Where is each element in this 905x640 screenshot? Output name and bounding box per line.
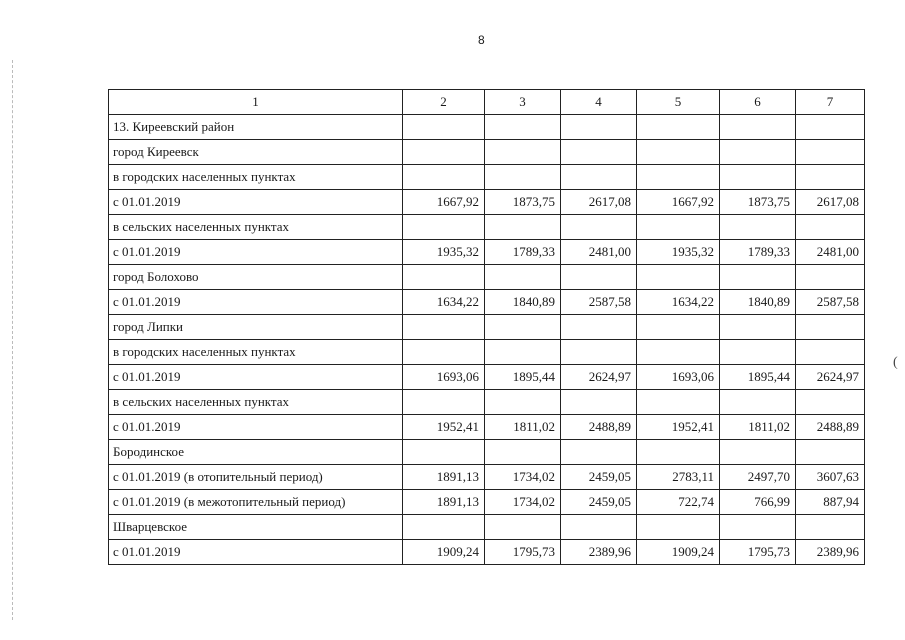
value-cell: 1873,75 <box>720 190 796 215</box>
value-cell: 722,74 <box>637 490 720 515</box>
table-row <box>109 265 865 290</box>
table-row <box>109 240 865 265</box>
value-cell: 2389,96 <box>561 540 637 565</box>
value-cell <box>637 215 720 240</box>
value-cell: 2617,08 <box>561 190 637 215</box>
value-cell <box>485 140 561 165</box>
row-label: в сельских населенных пунктах <box>109 390 403 415</box>
value-cell <box>720 315 796 340</box>
table-row <box>109 140 865 165</box>
value-cell <box>485 215 561 240</box>
row-label: с 01.01.2019 (в отопительный период) <box>109 465 403 490</box>
header-cell: 4 <box>561 90 637 115</box>
value-cell: 2617,08 <box>796 190 865 215</box>
value-cell <box>403 140 485 165</box>
table-row <box>109 515 865 540</box>
value-cell <box>796 140 865 165</box>
value-cell <box>485 440 561 465</box>
value-cell <box>720 440 796 465</box>
value-cell <box>637 265 720 290</box>
table-row <box>109 340 865 365</box>
value-cell <box>720 265 796 290</box>
value-cell: 2459,05 <box>561 490 637 515</box>
value-cell: 1734,02 <box>485 490 561 515</box>
value-cell: 887,94 <box>796 490 865 515</box>
value-cell <box>720 340 796 365</box>
value-cell: 1952,41 <box>637 415 720 440</box>
value-cell: 1873,75 <box>485 190 561 215</box>
table-row <box>109 290 865 315</box>
value-cell <box>561 315 637 340</box>
scan-margin-marks <box>12 60 15 620</box>
page-number: 8 <box>478 33 485 47</box>
value-cell <box>403 115 485 140</box>
table-row <box>109 190 865 215</box>
value-cell: 1909,24 <box>637 540 720 565</box>
value-cell: 1693,06 <box>637 365 720 390</box>
header-cell: 3 <box>485 90 561 115</box>
value-cell <box>403 215 485 240</box>
value-cell: 1811,02 <box>485 415 561 440</box>
value-cell <box>561 390 637 415</box>
tariff-table-body <box>109 90 865 565</box>
value-cell: 2624,97 <box>561 365 637 390</box>
row-label: город Липки <box>109 315 403 340</box>
value-cell <box>561 265 637 290</box>
value-cell: 1693,06 <box>403 365 485 390</box>
value-cell: 1734,02 <box>485 465 561 490</box>
value-cell <box>403 265 485 290</box>
value-cell: 2481,00 <box>796 240 865 265</box>
value-cell <box>637 340 720 365</box>
value-cell <box>561 440 637 465</box>
value-cell: 1891,13 <box>403 490 485 515</box>
value-cell <box>720 215 796 240</box>
value-cell: 3607,63 <box>796 465 865 490</box>
row-label: Шварцевское <box>109 515 403 540</box>
header-cell: 1 <box>109 90 403 115</box>
row-label: 13. Киреевский район <box>109 115 403 140</box>
row-label: в городских населенных пунктах <box>109 340 403 365</box>
header-cell: 7 <box>796 90 865 115</box>
row-label: Бородинское <box>109 440 403 465</box>
value-cell <box>637 315 720 340</box>
value-cell: 2488,89 <box>796 415 865 440</box>
value-cell <box>403 165 485 190</box>
value-cell <box>561 140 637 165</box>
value-cell <box>796 165 865 190</box>
value-cell <box>720 115 796 140</box>
value-cell <box>637 165 720 190</box>
value-cell <box>485 315 561 340</box>
value-cell <box>720 140 796 165</box>
value-cell: 1935,32 <box>403 240 485 265</box>
row-label: в городских населенных пунктах <box>109 165 403 190</box>
value-cell <box>561 165 637 190</box>
tariff-table <box>108 89 865 565</box>
table-row <box>109 165 865 190</box>
value-cell: 1891,13 <box>403 465 485 490</box>
value-cell <box>796 265 865 290</box>
table-header-row <box>109 90 865 115</box>
value-cell <box>637 515 720 540</box>
value-cell <box>796 315 865 340</box>
value-cell: 1952,41 <box>403 415 485 440</box>
table-row <box>109 390 865 415</box>
value-cell <box>561 340 637 365</box>
value-cell: 1909,24 <box>403 540 485 565</box>
value-cell: 1667,92 <box>403 190 485 215</box>
value-cell <box>796 340 865 365</box>
value-cell: 2389,96 <box>796 540 865 565</box>
value-cell <box>796 515 865 540</box>
value-cell <box>637 115 720 140</box>
value-cell: 1667,92 <box>637 190 720 215</box>
value-cell: 2587,58 <box>561 290 637 315</box>
row-label: город Болохово <box>109 265 403 290</box>
table-row <box>109 365 865 390</box>
table-row <box>109 215 865 240</box>
value-cell: 2497,70 <box>720 465 796 490</box>
value-cell <box>561 515 637 540</box>
value-cell <box>485 340 561 365</box>
table-row <box>109 115 865 140</box>
value-cell <box>796 390 865 415</box>
value-cell: 1634,22 <box>403 290 485 315</box>
value-cell <box>485 390 561 415</box>
header-cell: 2 <box>403 90 485 115</box>
table-row <box>109 415 865 440</box>
value-cell: 1811,02 <box>720 415 796 440</box>
row-label: с 01.01.2019 (в межотопительный период) <box>109 490 403 515</box>
table-row <box>109 540 865 565</box>
value-cell: 1789,33 <box>720 240 796 265</box>
value-cell <box>561 115 637 140</box>
value-cell: 766,99 <box>720 490 796 515</box>
value-cell <box>637 440 720 465</box>
value-cell: 1935,32 <box>637 240 720 265</box>
value-cell: 1840,89 <box>720 290 796 315</box>
value-cell <box>403 515 485 540</box>
value-cell: 2624,97 <box>796 365 865 390</box>
value-cell: 2459,05 <box>561 465 637 490</box>
value-cell <box>561 215 637 240</box>
value-cell <box>637 390 720 415</box>
value-cell: 2481,00 <box>561 240 637 265</box>
value-cell <box>796 115 865 140</box>
value-cell: 2488,89 <box>561 415 637 440</box>
value-cell: 1795,73 <box>485 540 561 565</box>
value-cell <box>485 115 561 140</box>
value-cell <box>485 515 561 540</box>
table-row <box>109 315 865 340</box>
value-cell <box>637 140 720 165</box>
value-cell <box>720 390 796 415</box>
row-label: город Киреевск <box>109 140 403 165</box>
value-cell: 1795,73 <box>720 540 796 565</box>
value-cell <box>720 515 796 540</box>
header-cell: 6 <box>720 90 796 115</box>
value-cell <box>403 440 485 465</box>
value-cell: 1634,22 <box>637 290 720 315</box>
value-cell <box>796 440 865 465</box>
scan-bracket-mark: ( <box>893 355 898 370</box>
table-row <box>109 490 865 515</box>
row-label: в сельских населенных пунктах <box>109 215 403 240</box>
value-cell <box>403 315 485 340</box>
row-label: с 01.01.2019 <box>109 240 403 265</box>
value-cell <box>485 165 561 190</box>
value-cell: 2587,58 <box>796 290 865 315</box>
value-cell: 2783,11 <box>637 465 720 490</box>
value-cell <box>796 215 865 240</box>
row-label: с 01.01.2019 <box>109 190 403 215</box>
value-cell: 1895,44 <box>720 365 796 390</box>
value-cell <box>720 165 796 190</box>
value-cell: 1789,33 <box>485 240 561 265</box>
row-label: с 01.01.2019 <box>109 540 403 565</box>
value-cell: 1840,89 <box>485 290 561 315</box>
table-row <box>109 465 865 490</box>
value-cell <box>403 340 485 365</box>
row-label: с 01.01.2019 <box>109 365 403 390</box>
value-cell <box>485 265 561 290</box>
row-label: с 01.01.2019 <box>109 415 403 440</box>
value-cell: 1895,44 <box>485 365 561 390</box>
value-cell <box>403 390 485 415</box>
header-cell: 5 <box>637 90 720 115</box>
table-row <box>109 440 865 465</box>
row-label: с 01.01.2019 <box>109 290 403 315</box>
